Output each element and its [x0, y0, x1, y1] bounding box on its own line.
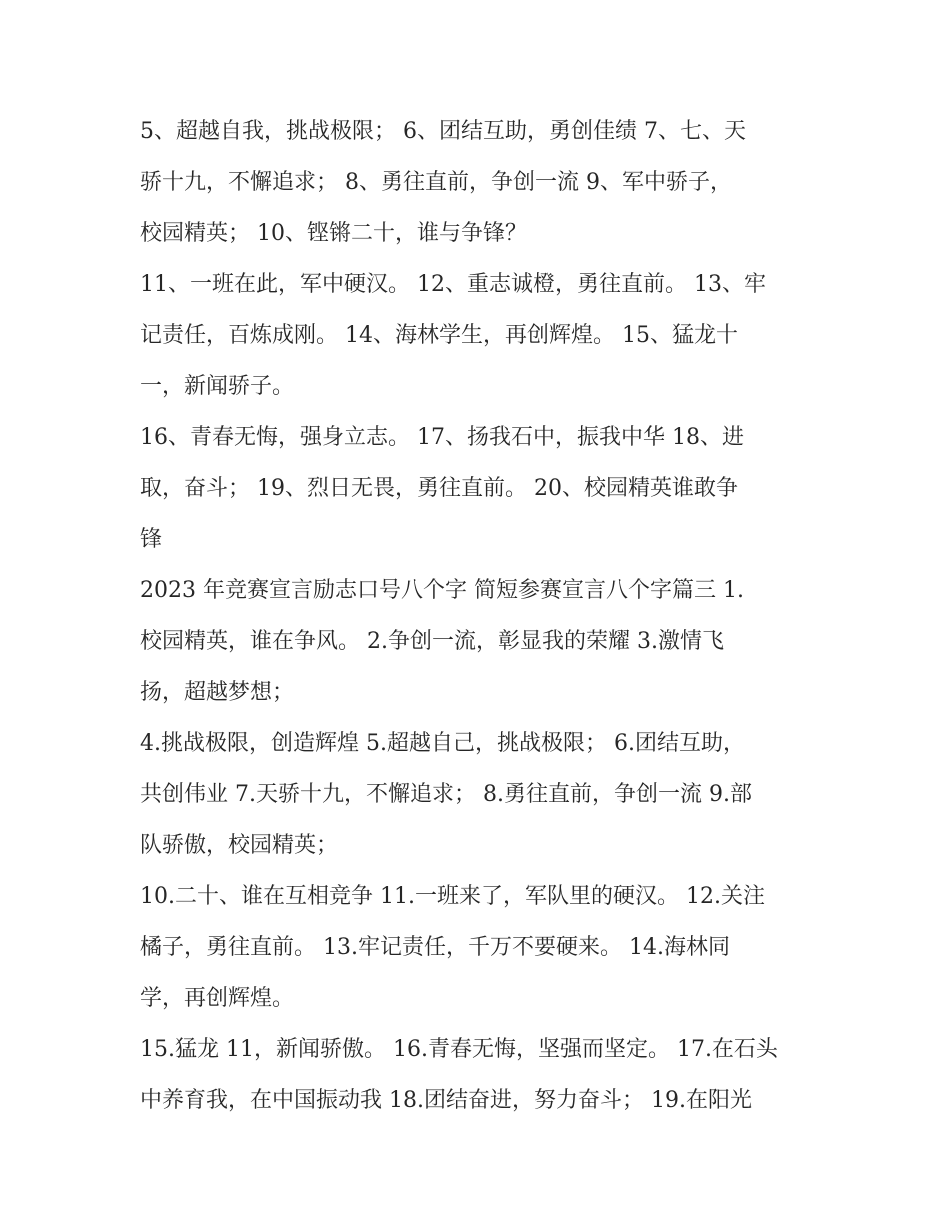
text-line: 15.猛龙 11，新闻骄傲。 16.青春无悔，坚强而坚定。 17.在石头 — [140, 1037, 778, 1062]
text-line: 骄十九，不懈追求； 8、勇往直前，争创一流 9、军中骄子， — [140, 170, 732, 195]
text-line: 校园精英，谁在争风。 2.争创一流，彰显我的荣耀 3.激情飞 — [140, 629, 724, 654]
text-line: 锋 — [140, 527, 163, 552]
text-line: 一，新闻骄子。 — [140, 374, 295, 399]
document-body — [140, 106, 820, 1126]
text-line: 16、青春无悔，强身立志。 17、扬我石中，振我中华 18、进 — [140, 425, 744, 450]
text-line: 4.挑战极限，创造辉煌 5.超越自己，挑战极限； 6.团结互助， — [140, 731, 745, 756]
text-line: 橘子，勇往直前。 13.牢记责任，千万不要硬来。 14.海林同 — [140, 935, 730, 960]
text-line: 校园精英； 10、铿锵二十，谁与争锋？ — [140, 221, 527, 246]
text-line: 扬，超越梦想； — [140, 680, 295, 705]
text-line: 记责任，百炼成刚。 14、海林学生，再创辉煌。 15、猛龙十 — [140, 323, 738, 348]
text-line: 共创伟业 7.天骄十九，不懈追求； 8.勇往直前，争创一流 9.部 — [140, 782, 752, 807]
text-line: 中养育我，在中国振动我 18.团结奋进，努力奋斗； 19.在阳光 — [140, 1088, 752, 1113]
text-line: 10.二十、谁在互相竞争 11.一班来了，军队里的硬汉。 12.关注 — [140, 884, 765, 909]
text-line: 队骄傲，校园精英； — [140, 833, 339, 858]
text-line: 2023 年竞赛宣言励志口号八个字 简短参赛宣言八个字篇三 1. — [140, 578, 744, 603]
text-line: 取，奋斗； 19、烈日无畏，勇往直前。 20、校园精英谁敢争 — [140, 476, 738, 501]
text-line: 11、一班在此，军中硬汉。 12、重志诚橙，勇往直前。 13、牢 — [140, 272, 766, 297]
text-line: 学，再创辉煌。 — [140, 986, 295, 1011]
text-line: 5、超越自我，挑战极限； 6、团结互助，勇创佳绩 7、七、天 — [140, 119, 746, 144]
